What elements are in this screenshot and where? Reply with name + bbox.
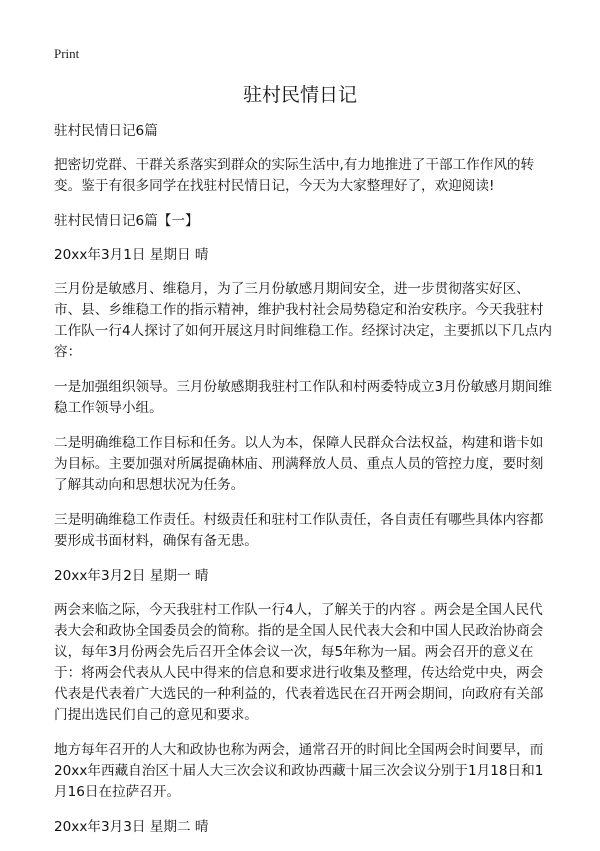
page-title: 驻村民情日记 [242, 84, 357, 106]
article-body [54, 121, 554, 851]
section-heading: 驻村民情日记6篇【一】 [54, 213, 199, 229]
body-paragraph: 地方每年召开的人大和政协也称为两会，通常召开的时间比全国两会时间要早，而20xx年西藏自治区十届人大三次会议和政协西藏十届三次会议分别于1月18日和1月16日在拉萨召开。 [54, 742, 544, 800]
body-paragraph: 三是明确维稳工作责任。村级责任和驻村工作队责任，各自责任有哪些具体内容都要形成书面材料，确保有备无患。 [54, 512, 544, 549]
intro-paragraph: 把密切党群、干群关系落实到群众的实际生活中,有力地推进了干部工作作风的转变。鉴于有很多同学在找驻村民情日记，今天为大家整理好了，欢迎阅读! [54, 157, 535, 194]
body-paragraph: 三月份是敏感月、维稳月，为了三月份敏感月期间安全，进一步贯彻落实好区、市、县、乡维稳工作的指示精神，维护我村社会局势稳定和治安秩序。今天我驻村工作队一行4人探讨了如何开展这月时间维稳工作。经探讨决定，主要抓以下几点内容： [54, 281, 553, 360]
diary-date: 20xx年3月3日 星期二 晴 [54, 819, 209, 835]
article-subtitle: 驻村民情日记6篇 [54, 123, 158, 139]
print-link[interactable]: Print [54, 46, 80, 61]
body-paragraph: 一是加强组织领导。三月份敏感期我驻村工作队和村两委特成立3月份敏感月期间维稳工作领导小组。 [54, 379, 553, 416]
body-paragraph: 二是明确维稳工作目标和任务。以人为本，保障人民群众合法权益，构建和谐卡如为目标。主要加强对所属提确林庙、刑满释放人员、重点人员的管控力度，要时刻了解其动向和思想状况为任务。 [54, 435, 544, 493]
body-paragraph: 两会来临之际，今天我驻村工作队一行4人，了解关于的内容 。两会是全国人民代表大会和政协全国委员会的简称。指的是全国人民代表大会和中国人民政治协商会议，每年3月份两会先后召开全体会议一次，每5年称为一届。两会召开的意义在于：将两会代表从人民中得来的信息和要求进行收集及整理，传达给党中央，两会代表是代表着广大选民的一种利益的，代表着选民在召开两会期间，向政府有关部门提出选民们自己的意见和要求。 [54, 602, 544, 723]
diary-date: 20xx年3月2日 星期一 晴 [54, 568, 209, 584]
diary-date: 20xx年3月1日 星期日 晴 [54, 247, 209, 263]
